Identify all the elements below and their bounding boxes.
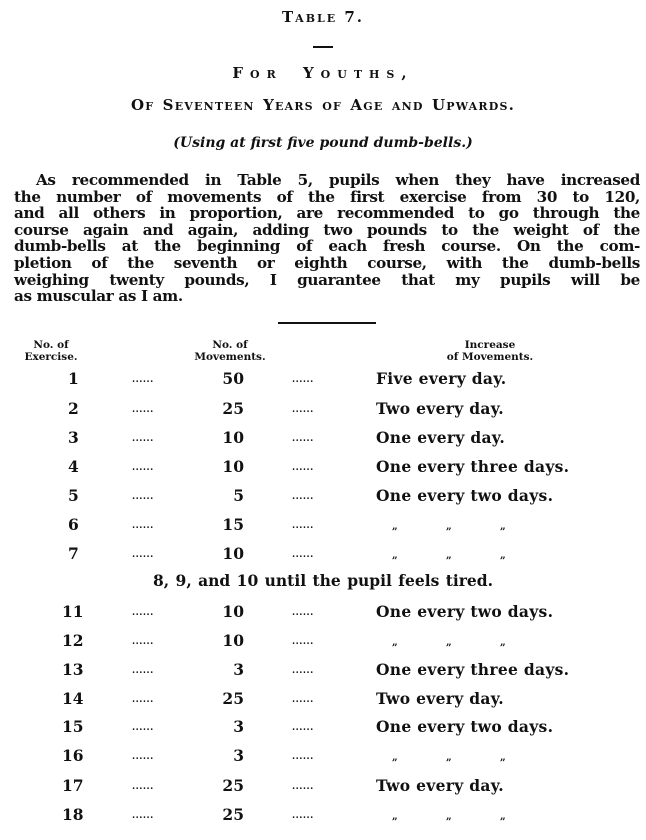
movements-count: 10 [222, 631, 244, 650]
dot-leader: ...... [292, 695, 314, 705]
dot-leader: ...... [132, 782, 154, 792]
column-header-movements [178, 339, 282, 363]
column-header-exercise [16, 339, 86, 363]
paragraph-line: course again and again, adding two pounds to the weight of the [14, 220, 640, 239]
dot-leader: ...... [292, 723, 314, 733]
dot-leader: ...... [132, 405, 154, 415]
dot-leader: ...... [292, 492, 314, 502]
header-line: of Movements. [446, 351, 534, 363]
dot-leader: ...... [292, 782, 314, 792]
ditto-mark: „ [446, 811, 452, 822]
table-row [0, 746, 646, 768]
table-row [0, 689, 646, 711]
dot-leader: ...... [132, 723, 154, 733]
ditto-mark: „ [392, 811, 398, 822]
ditto-mark: „ [500, 637, 506, 648]
ditto-mark: „ [392, 550, 398, 561]
increase-text: One every two days. [376, 602, 554, 621]
interlude-note: 8, 9, and 10 until the pupil feels tired. [152, 571, 494, 590]
ditto-mark: „ [500, 521, 506, 532]
dot-leader: ...... [132, 608, 154, 618]
ditto-mark: „ [500, 550, 506, 561]
dot-leader: ...... [132, 752, 154, 762]
table-row [0, 717, 646, 739]
movements-count: 5 [233, 486, 244, 505]
increase-text: Two every day. [376, 399, 504, 418]
header-line: No. of [33, 339, 69, 351]
exercise-number: 6 [68, 515, 79, 534]
dot-leader: ...... [292, 405, 314, 415]
exercise-number: 1 [68, 369, 79, 388]
movements-count: 25 [222, 805, 244, 824]
dot-leader: ...... [292, 434, 314, 444]
dot-leader: ...... [132, 695, 154, 705]
increase-text: Two every day. [376, 776, 504, 795]
dot-leader: ...... [292, 608, 314, 618]
dot-leader: ...... [132, 492, 154, 502]
increase-text: One every two days. [376, 717, 554, 736]
exercise-number: 7 [68, 544, 79, 563]
exercise-number: 2 [68, 399, 79, 418]
movements-count: 15 [222, 515, 244, 534]
movements-count: 3 [233, 746, 244, 765]
subtitle-age: Of Seventeen Years of Age and Upwards. [130, 96, 516, 114]
header-line: No. of [212, 339, 248, 351]
intro-paragraph [14, 172, 640, 305]
dot-leader: ...... [292, 811, 314, 821]
ditto-mark: „ [500, 811, 506, 822]
dot-leader: ...... [132, 434, 154, 444]
table-row [0, 428, 646, 450]
increase-text: One every three days. [376, 457, 570, 476]
paragraph-line: and all others in proportion, are recommended to go through the [14, 204, 640, 223]
column-header-increase [410, 339, 570, 363]
ditto-mark: „ [446, 752, 452, 763]
ditto-mark: „ [446, 521, 452, 532]
ditto-mark: „ [446, 637, 452, 648]
paragraph-line: pletion of the seventh or eighth course, with the dumb-bells [14, 253, 640, 272]
exercise-number: 11 [62, 602, 84, 621]
dot-leader: ...... [292, 463, 314, 473]
dot-leader: ...... [292, 521, 314, 531]
header-line: Movements. [194, 351, 266, 363]
exercise-number: 18 [62, 805, 84, 824]
dot-leader: ...... [132, 637, 154, 647]
title-dash-divider [313, 46, 333, 48]
exercise-number: 3 [68, 428, 79, 447]
movements-count: 3 [233, 717, 244, 736]
ditto-mark: „ [392, 521, 398, 532]
paragraph-line: dumb-bells at the beginning of each fresh course. On the com- [14, 237, 640, 256]
table-row [0, 515, 646, 537]
movements-count: 10 [222, 457, 244, 476]
dot-leader: ...... [132, 375, 154, 385]
section-rule [278, 322, 376, 324]
increase-text: Two every day. [376, 689, 504, 708]
exercise-number: 4 [68, 457, 79, 476]
table-row [0, 486, 646, 508]
exercise-number: 17 [62, 776, 84, 795]
ditto-mark: „ [500, 752, 506, 763]
dumbbell-note: (Using at first five pound dumb-bells.) [173, 135, 473, 151]
dot-leader: ...... [292, 550, 314, 560]
exercise-number: 14 [62, 689, 84, 708]
movements-count: 50 [222, 369, 244, 388]
movements-count: 10 [222, 544, 244, 563]
movements-count: 3 [233, 660, 244, 679]
table-row [0, 399, 646, 421]
table-row [0, 660, 646, 682]
increase-text: One every two days. [376, 486, 554, 505]
dot-leader: ...... [292, 637, 314, 647]
dot-leader: ...... [132, 666, 154, 676]
movements-count: 10 [222, 428, 244, 447]
increase-text: One every day. [376, 428, 506, 447]
exercise-number: 5 [68, 486, 79, 505]
table-row [0, 805, 646, 827]
header-line: Increase [464, 339, 516, 351]
paragraph-line: as muscular as I am. [14, 287, 183, 306]
dot-leader: ...... [292, 752, 314, 762]
ditto-mark: „ [392, 752, 398, 763]
subtitle-youths: For Youths, [232, 64, 414, 82]
table-row [0, 602, 646, 624]
table-row [0, 776, 646, 798]
exercise-number: 15 [62, 717, 84, 736]
increase-text: One every three days. [376, 660, 570, 679]
exercise-number: 13 [62, 660, 84, 679]
table-row [0, 631, 646, 653]
dot-leader: ...... [132, 463, 154, 473]
movements-count: 25 [222, 776, 244, 795]
movements-count: 25 [222, 399, 244, 418]
table-row [0, 457, 646, 479]
ditto-mark: „ [392, 637, 398, 648]
table-row [0, 544, 646, 566]
header-line: Exercise. [24, 351, 78, 363]
ditto-mark: „ [446, 550, 452, 561]
increase-text: Five every day. [376, 369, 507, 388]
dot-leader: ...... [132, 521, 154, 531]
table-title: Table 7. [282, 8, 364, 26]
movements-count: 25 [222, 689, 244, 708]
dot-leader: ...... [132, 550, 154, 560]
dot-leader: ...... [292, 666, 314, 676]
movements-count: 10 [222, 602, 244, 621]
table-row [0, 369, 646, 391]
paragraph-line: As recommended in Table 5, pupils when they have increased [36, 171, 640, 189]
dot-leader: ...... [132, 811, 154, 821]
exercise-number: 16 [62, 746, 84, 765]
exercise-number: 12 [62, 631, 84, 650]
dot-leader: ...... [292, 375, 314, 385]
paragraph-line: weighing twenty pounds, I guarantee that my pupils will be [14, 270, 640, 289]
paragraph-line: the number of movements of the first exercise from 30 to 120, [14, 187, 640, 206]
